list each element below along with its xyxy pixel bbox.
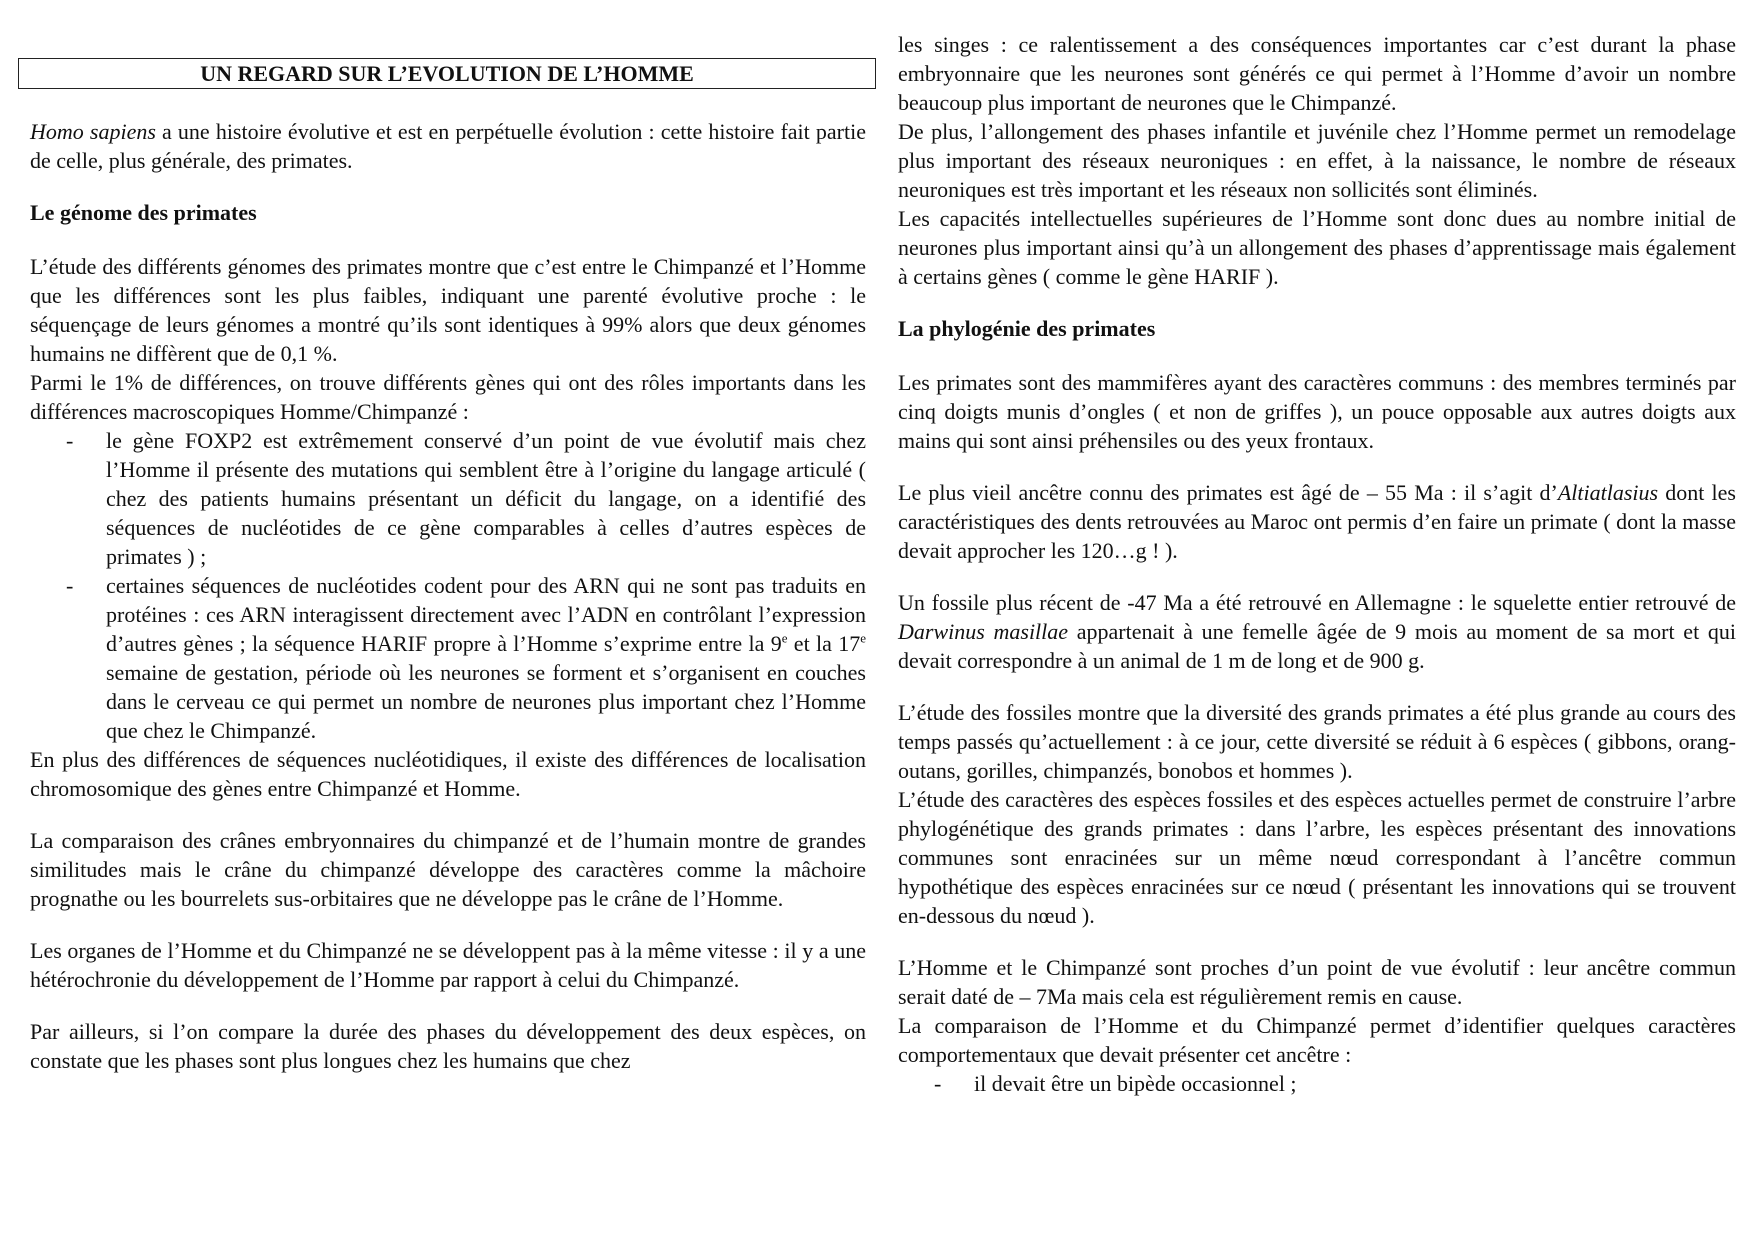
altiatlasius-italic: Altiatlasius [1557, 480, 1659, 505]
paragraph-arbre: L’étude des caractères des espèces fossiles et des espèces actuelles permet de construire l’arbre phylogénétique des grands primates : dans l’arbre, les espèces présentant des innovations communes sont enracinées sur un même nœud correspondant à l’ancêtre commun hypothétique des espèces enracinées sur ce nœud ( présentant les innovations qui se trouvent en-dessous du nœud ). [898, 787, 1736, 928]
page-title: UN REGARD SUR L’EVOLUTION DE L’HOMME [18, 58, 876, 89]
darwinus-text-a: Un fossile plus récent de -47 Ma a été retrouvé en Allemagne : le squelette entier retrouvé de [898, 590, 1736, 615]
ancetre-text-a: Le plus vieil ancêtre connu des primates est âgé de – 55 Ma : il s’agit d’ [898, 480, 1558, 505]
paragraph-genome-2: Parmi le 1% de différences, on trouve différents gènes qui ont des rôles importants dans les différences macroscopiques Homme/Chimpanzé : [30, 370, 866, 424]
paragraph-heterochronie: Les organes de l’Homme et du Chimpanzé ne se développent pas à la même vitesse : il y a une hétérochronie du développement de l’Homme par rapport à celui du Chimpanzé. [30, 938, 866, 992]
paragraph-allongement: De plus, l’allongement des phases infantile et juvénile chez l’Homme permet un remodelage plus important des réseaux neuroniques : en effet, à la naissance, le nombre de réseaux neuroniques est très important et les réseaux non sollicités sont éliminés. [898, 119, 1736, 202]
superscript-e: e [860, 630, 866, 646]
paragraph-darwinus [898, 588, 1736, 675]
darwinus-text-b: appartenait à une femelle âgée de 9 mois au moment de sa mort et qui devait correspondre à un animal de 1 m de long et de 900 g. [898, 619, 1736, 673]
list-item-harif [106, 571, 866, 745]
paragraph-singes: les singes : ce ralentissement a des conséquences importantes car c’est durant la phase embryonnaire que les neurones sont générés ce qui permet à l’Homme d’avoir un nombre beaucoup plus important de neurones que le Chimpanzé. [898, 32, 1736, 115]
left-column [30, 58, 866, 1075]
paragraph-comparaison: La comparaison de l’Homme et du Chimpanzé permet d’identifier quelques caractères comportementaux que devait présenter cet ancêtre : [898, 1013, 1736, 1067]
right-column [898, 30, 1736, 1098]
darwinus-italic: Darwinus masillae [898, 619, 1069, 644]
harif-text-b: et la 17 [787, 631, 861, 656]
paragraph-ancetre [898, 478, 1736, 565]
paragraph-capacites: Les capacités intellectuelles supérieures de l’Homme sont donc dues au nombre initial de neurones plus important ainsi qu’à un allongement des phases d’apprentissage mais également à certains gènes ( comme le gène HARIF ). [898, 206, 1736, 289]
list-item-foxp2: - le gène FOXP2 est extrêmement conservé d’un point de vue évolutif mais chez l’Homme il présente des mutations qui semblent être à l’origine du langage articulé ( chez des patients humains présentant un déficit du langage, on a identifié des séquences de nucléotides de ce gène comparables à celles d’autres espèces de primates ) ; [106, 426, 866, 571]
section-heading-genome: Le génome des primates [30, 200, 257, 225]
genome-bullet-list [30, 426, 866, 745]
paragraph-diversite: L’étude des fossiles montre que la diversité des grands primates a été plus grande au cours des temps passés qu’actuellement : à ce jour, cette diversité se réduit à 6 espèces ( gibbons, orang-outans, gorilles, chimpanzés, bonobos et hommes ). [898, 700, 1736, 783]
harif-text-a: certaines séquences de nucléotides codent pour des ARN qui ne sont pas traduits en protéines : ces ARN interagissent directement avec l’ADN en contrôlant l’expression d’autres gènes ; la séquence HARIF propre à l’Homme s’exprime entre la 9 [106, 573, 866, 656]
intro-paragraph [30, 117, 866, 175]
list-item-bipede: - il devait être un bipède occasionnel ; [974, 1069, 1736, 1098]
paragraph-genome-1: L’étude des différents génomes des primates montre que c’est entre le Chimpanzé et l’Homme que les différences sont les plus faibles, indiquant une parenté évolutive proche : le séquençage de leurs génomes a montré qu’ils sont identiques à 99% alors que deux génomes humains ne diffèrent que de 0,1 %. [30, 254, 866, 366]
superscript-e: e [781, 630, 788, 646]
paragraph-mammiferes: Les primates sont des mammifères ayant des caractères communs : des membres terminés par cinq doigts munis d’ongles ( et non de griffes ), un pouce opposable aux autres doigts aux mains qui sont ainsi préhensiles ou des yeux frontaux. [898, 370, 1736, 453]
intro-rest: a une histoire évolutive et est en perpétuelle évolution : cette histoire fait partie de celle, plus générale, des primates. [30, 119, 866, 173]
paragraph-phases: Par ailleurs, si l’on compare la durée des phases du développement des deux espèces, on constate que les phases sont plus longues chez les humains que chez [30, 1019, 866, 1073]
ancetre-text-b: dont les caractéristiques des dents retrouvées au Maroc ont permis d’en faire un primate ( dont la masse devait approcher les 120…g ! ). [898, 480, 1736, 563]
section-heading-phylogenie: La phylogénie des primates [898, 316, 1156, 341]
intro-italic: Homo sapiens [30, 119, 156, 144]
harif-text-c: semaine de gestation, période où les neurones se forment et s’organisent en couches dans le cerveau ce qui permet un nombre de neurones plus important chez l’Homme que chez le Chimpanzé. [106, 660, 866, 743]
paragraph-cranes: La comparaison des crânes embryonnaires du chimpanzé et de l’humain montre de grandes similitudes mais le crâne du chimpanzé développe des caractères comme la mâchoire prognathe ou les bourrelets sus-orbitaires que ne développe pas le crâne de l’Homme. [30, 828, 866, 911]
behaviour-bullet-list [898, 1069, 1736, 1098]
paragraph-ancetre-commun: L’Homme et le Chimpanzé sont proches d’un point de vue évolutif : leur ancêtre commun serait daté de – 7Ma mais cela est régulièrement remis en cause. [898, 955, 1736, 1009]
paragraph-localisation: En plus des différences de séquences nucléotidiques, il existe des différences de localisation chromosomique des gènes entre Chimpanzé et Homme. [30, 747, 866, 801]
